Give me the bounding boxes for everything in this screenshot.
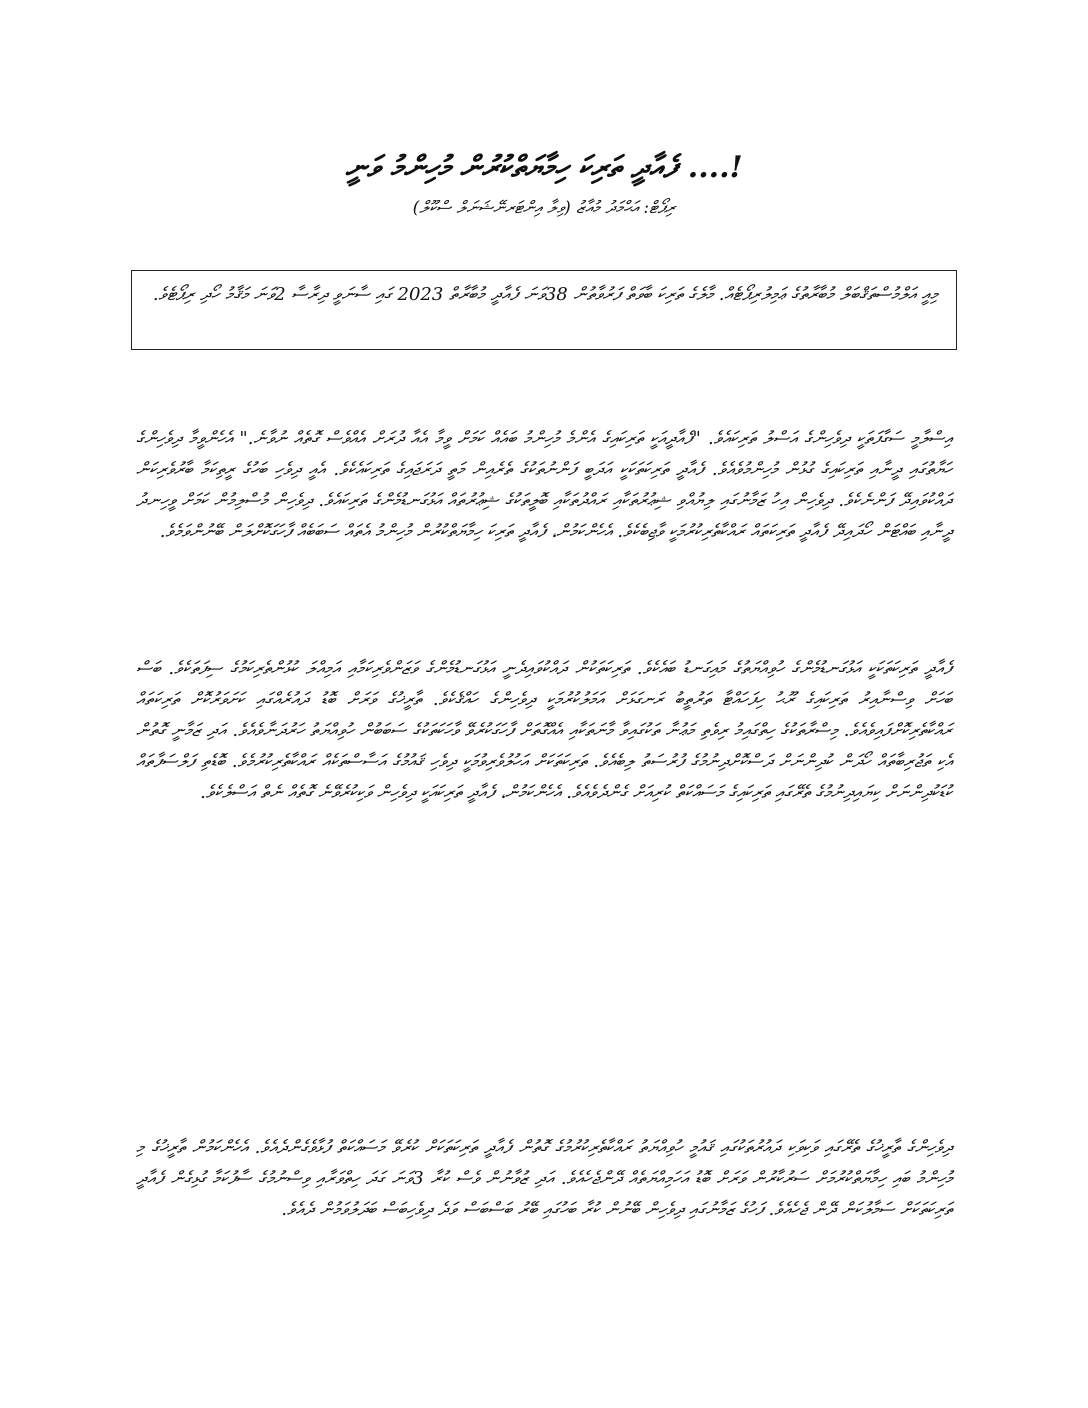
body-paragraph-2: ފެއާދީ ތަރިކަތަކަކީ އަޅުގަނޑުމެންގެ ހުވިއްޔަތުގެ މައިގަނޑު ބައެކެވެ. ތަރިކަތަކުން ދައްކުވައިދެނީ އަޅުގަނޑުމެންގެ ވަޒަންވެރިކަމާއި އަމިއްލަ ކުޅުންތެރިކަމުގެ ސިފަތަކެވެ. ބަސް ބަހަށް ވިސްނާއިރު ތަރިކައިގެ ރޫޙު ހިފަހައްޓާ ތަރުތީބު ރަނގަޅަށް އަމަލުކުރުމަކީ ދިވެހިންގެ ހައްޤެކެވެ. ތާރީޚުގެ ވަރަށް ބޮޑު ދައުރެއްގައި ކަށަވަރުކޮށް ތަރިކަތައް ރައްކާތެރިކޮށްފައިވެއެވެ. މިސްރާތަކުގެ ހިތްގައިމު ރިވެތި މަޢުނާ ތަކުގައިވާ މާނަތަކާއި އެއްގޮތަށް ފާހަގަކުރެވޭ ވާހަކަތަކުގެ ސަބަބުން ހުވިއްޔަތު ހަރުދަނާވެއެވެ. އަދި ޒަމާނީ ގޮތުން އެކި ތަޖުރިބާތައް ހޯދަން ކުދިންނަށް ދަސްކޮށްދިނުމުގެ ފުރުސަތު ލިބެއެވެ. ތަރިކަތަކަށް އަހުލުވެރިވުމަކީ ދިވެހި ޤައުމުގެ އަސާސްތަކެއް ރައްކާތެރިކުރުމެވެ. ބޮޑެތި ފަލްސަފާތައް ކުޑަކުދިންނަށް ކިޔައިދިނުމުގެ ތެރޭގައި ތަރިކައިގެ މަސައްކަތް ކުރިއަށް ގެންދެވެއެވެ. އެހެންކަމުން، ފެއާދީ ތަރިކައަކީ ދިވެހިން ވަކިކުރެވޭނެ ގޮތެއް ނެތް އަސްލެކެވެ. [136,658,952,803]
summary-text: މިއީ އަލްމުސްތަޤްބަލް މުބާރާތުގެ ޢަމިލުރިޕޯޓެއް. މާލެގެ ތަރިކަ ބާވަތް ފަރުވާތުން 38ވަނަ ފެއާދީ މުބާރާތް 2023 ގައި ސާނަވީ ދިރާސާ 2ވަނަ މަޤާމު ހޯދި ރިޕޯޓެވެ. [152,284,938,305]
article-title: ފެއާދީ ތަރިކަ ހިމާޔަތްކުރުން މުހިންމު ވަނީ ....! [345,150,743,185]
body-paragraph-1: އިސްލާމީ ސަގާފަތަކީ ދިވެހިންގެ އަސްލު ތަރިކައެވެ. "ފެއާދީއަކީ ތަރިކައިގެ އެންމެ މުހިންމު ބައެއް ކަމަށް ވީމާ އެއާ ދުރަށް އެއްވެސް ގޮތެއް ނުވާނެ." އެހެންވީމާ ދިވެހިންގެ ހަޔާތުގައި ދީނާއި ތަރިކައިގެ ގުޅުން މުހިންމުވެއެވެ. ފެއާދީ ތަރިކަތަކަކީ އަދަބީ ފަންނުތަކުގެ ތެރެއިން މަތީ ދަރަޖައިގެ ތަރިކައެކެވެ. އެއީ ދިވެހި ބަހުގެ ރީތިކަމާ ބާރުވެރިކަން ދައްކުވައިދޭ ފަންނެކެވެ. ދިވެހިން އިހު ޒަމާނުގައި ލިޔުއްވި ޝިޢުރުތަކާއި ރައްދުތަކާއި ބޮލީތަކުގެ ޝިޢުރުތައް އަޅުގަނޑުމެންގެ ތަރިކައެވެ. ދިވެހިން މުސްލިމުން ކަމަށް ވީހިނދު ދީނާއި ބައްޓަން ހޯދައިދޭ ފެއާދީ ތަރިކަތައް ރައްކާތެރިކުރުމަކީ ވާޖިބެކެވެ. އެހެންކަމުން، ފެއާދީ ތަރިކަ ހިމާޔަތްކުރުން މުހިންމު އެތައް ސަބަބެއް ފާހަގަކޮށްލަން ބޭނުންވަމެވެ. [136,428,952,542]
body-paragraph-3: ދިވެހިންގެ ތާރީޚުގެ ތެރޭގައި ވަކިވަކި ދައުރުތަކުގައި ޤައުމީ ހުވިއްޔަތު ރައްކާތެރިކުރުމުގެ ގޮތުން ފެއާދީ ތަރިކަތަކަށް ކުރެވޭ މަސައްކަތް ފުޅާވެގެންދެއެވެ. އެހެންކަމުން ތާރީޚުގެ މި މުހިންމު ބައި ހިމާޔަތްކުރުމަށް ސަރުކާރުން ވަރަށް ބޮޑު އަހަމިއްޔަތެއް ދޭންޖެހެއެވެ. އަދި ޒުވާނުން ވެސް ކުރާ 3ވަނަ ގަދަ ހިތްވަރާއި ވިސްނުމުގެ ސާފުކަމާ ގުޅިގެން ފެއާދީ ތަރިކަތަކަށް ސަމާލުކަން ދޭން ޖެހެއެވެ. ފަހުގެ ޒަމާނުގައި ދިވެހިން ބޭނުން ކުރާ ބަހުގައި ބޭރު ބަސްބަސް ވަދެ ދިވެހިބަސް ބަދަލުވަމުން ދެއެވެ. [136,1137,952,1220]
summary-box [131,270,957,350]
article-byline: ރިޕޯޓް: އަޙްމަދު މުއާޒު (ވިލާ އިންޓަރނޭޝަނަލް ސްކޫލް) [412,198,676,218]
